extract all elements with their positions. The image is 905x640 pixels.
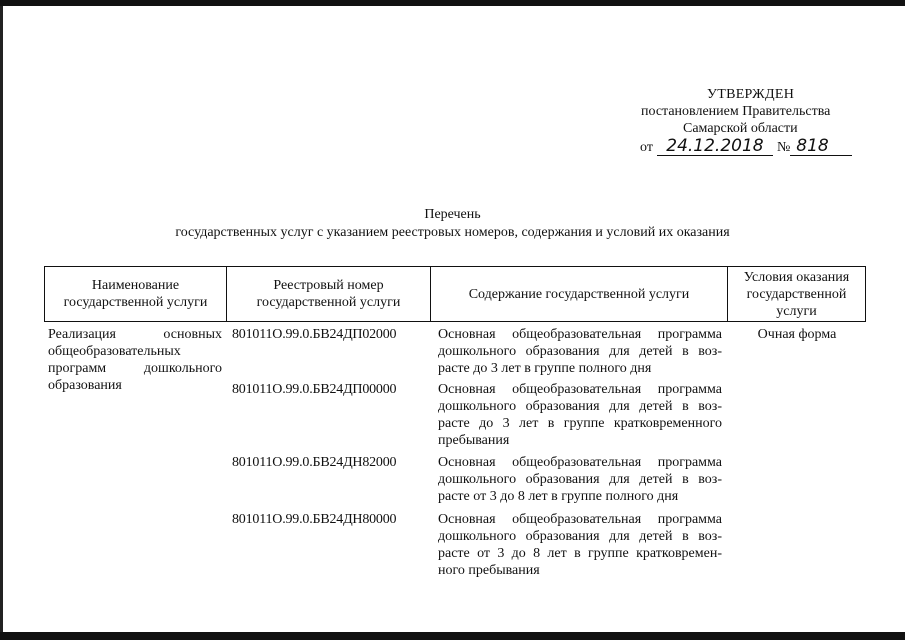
- approval-title: УТВЕРЖДЕН: [707, 87, 795, 102]
- header-registry-number: [227, 266, 430, 322]
- header-line: государственной: [746, 286, 847, 302]
- date-prefix: от: [640, 140, 653, 155]
- header-line: Наименование: [91, 278, 180, 293]
- registry-number: 801011О.99.0.БВ24ДН80000: [232, 512, 397, 527]
- content-line: дошкольного образования для детей в воз-: [438, 344, 722, 359]
- conditions-cell: Очная форма: [757, 327, 837, 342]
- header-conditions: [728, 266, 865, 322]
- approval-region: Самарской области: [683, 121, 798, 136]
- content-line: пребывания: [438, 433, 510, 448]
- header-line: государственной услуги: [256, 295, 401, 310]
- service-name-cell: [48, 326, 222, 394]
- service-content: [438, 511, 722, 579]
- content-line: ного пребывания: [438, 563, 540, 578]
- service-content: [438, 381, 722, 449]
- content-line: расте до 3 лет в группе полного дня: [438, 361, 652, 376]
- content-line: расте до 3 лет в группе кратковременного: [438, 416, 722, 431]
- content-line: Основная общеобразовательная программа: [438, 512, 722, 527]
- header-service-content: [431, 266, 727, 322]
- registry-number: 801011О.99.0.БВ24ДН82000: [232, 455, 397, 470]
- content-line: Основная общеобразовательная программа: [438, 382, 722, 397]
- content-line: расте от 3 до 8 лет в группе полного дня: [438, 489, 679, 504]
- service-content: [438, 326, 722, 377]
- header-line: Условия оказания: [743, 269, 850, 285]
- handwritten-date: 24.12.2018: [657, 137, 773, 156]
- registry-number: 801011О.99.0.БВ24ДП02000: [232, 327, 397, 342]
- document-subheading: государственных услуг с указанием реестровых номеров, содержания и условий их оказания: [175, 225, 730, 240]
- header-line: Содержание государственной услуги: [468, 286, 690, 302]
- handwritten-number: 818: [790, 137, 852, 156]
- number-prefix: №: [776, 140, 791, 155]
- header-line: государственной услуги: [63, 295, 208, 310]
- content-line: Основная общеобразовательная программа: [438, 455, 722, 470]
- scan-bottom-border: [0, 632, 905, 640]
- service-name-line: Реализация основных: [48, 327, 222, 342]
- header-line: услуги: [776, 303, 817, 319]
- service-name-line: программ дошкольного: [48, 361, 222, 376]
- service-name-line: образования: [48, 378, 122, 393]
- header-line: Реестровый номер: [273, 278, 384, 293]
- service-content: [438, 454, 722, 505]
- scan-top-border: [0, 0, 905, 6]
- document-heading: Перечень: [424, 207, 481, 222]
- scan-left-edge: [0, 6, 3, 632]
- content-line: дошкольного образования для детей в воз-: [438, 529, 722, 544]
- approval-date-line: [640, 137, 852, 158]
- header-service-name: [45, 266, 226, 322]
- content-line: дошкольного образования для детей в воз-: [438, 472, 722, 487]
- registry-number: 801011О.99.0.БВ24ДП00000: [232, 382, 397, 397]
- service-name-line: общеобразовательных: [48, 344, 181, 359]
- content-line: расте от 3 до 8 лет в группе кратковремен-: [438, 546, 722, 561]
- approval-by: постановлением Правительства: [641, 104, 831, 119]
- content-line: дошкольного образования для детей в воз-: [438, 399, 722, 414]
- content-line: Основная общеобразовательная программа: [438, 327, 722, 342]
